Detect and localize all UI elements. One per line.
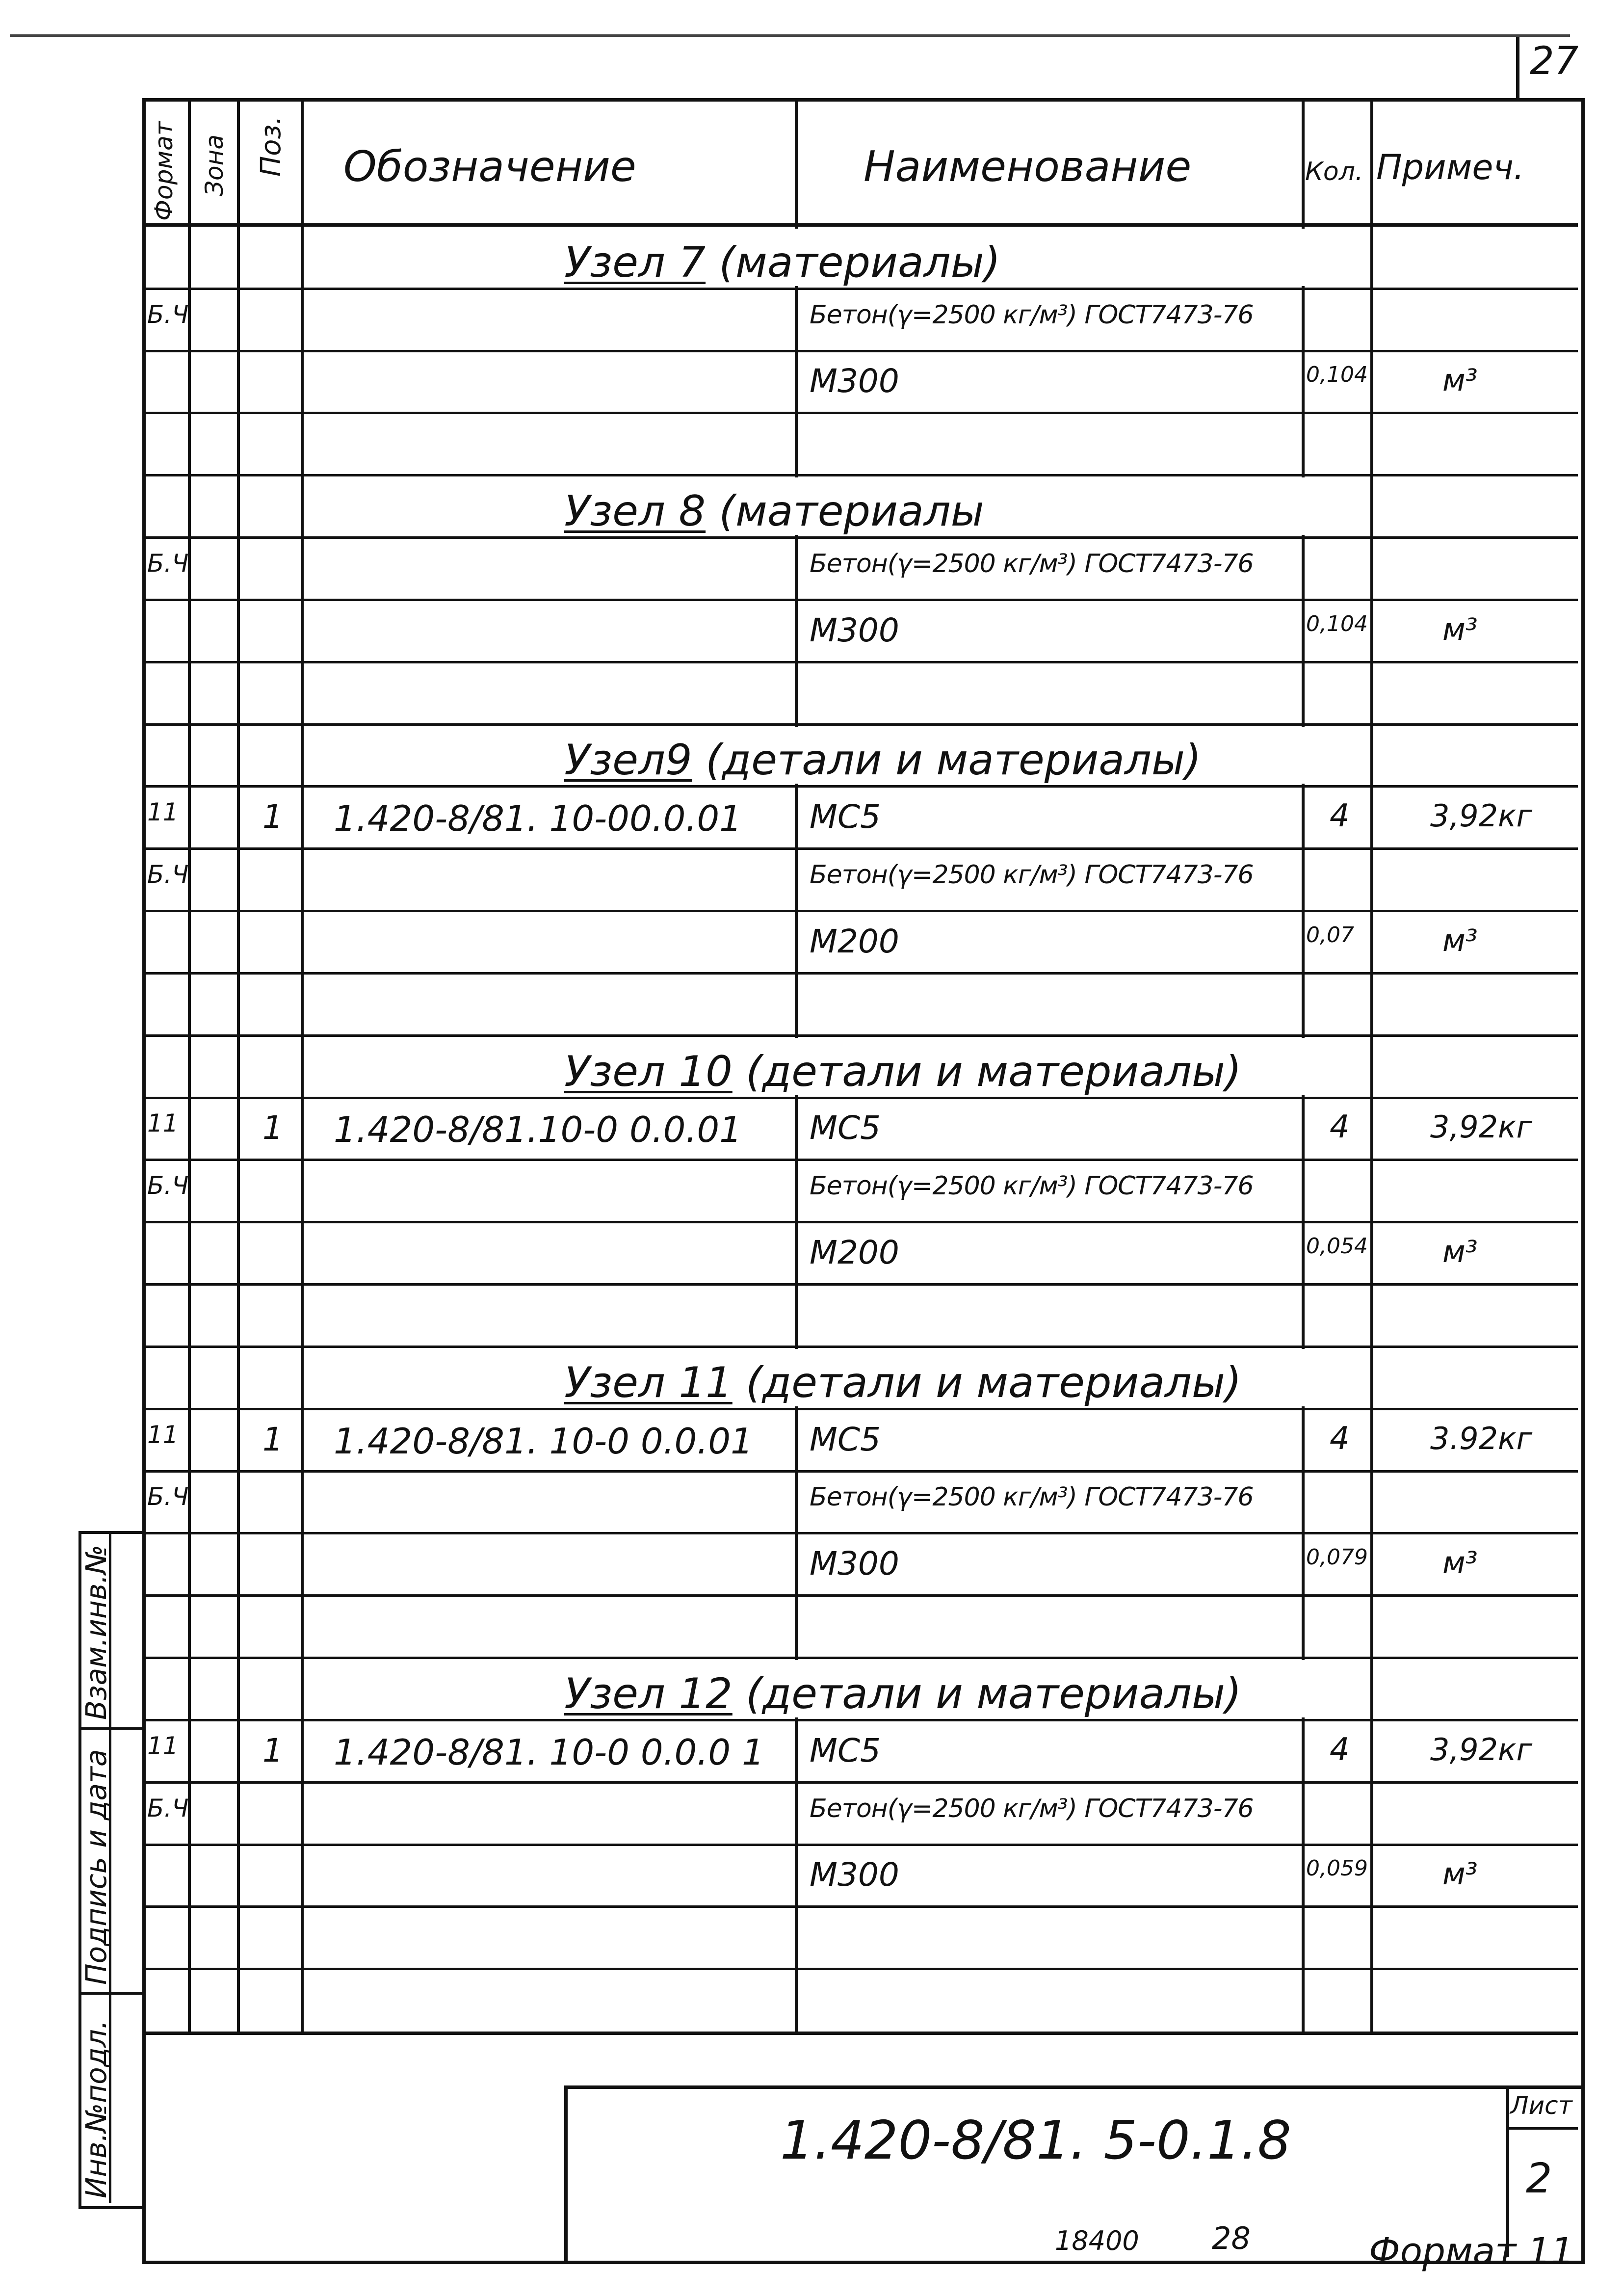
header-name: Наименование [864, 142, 1192, 191]
cell-designation: 1.420-8/81.10-0 0.0.01 [334, 1109, 742, 1151]
footer-page: 28 [1212, 2220, 1251, 2256]
cell-qty: 0,104 [1306, 362, 1368, 388]
section-header [564, 487, 984, 536]
row-line [142, 847, 1578, 850]
cell-qty: 0,07 [1306, 922, 1354, 948]
title-sheet-label: Лист [1510, 2091, 1572, 2120]
row-line [142, 1408, 1578, 1410]
cell-note: м³ [1442, 611, 1478, 647]
row-line [142, 1283, 1578, 1286]
cell-name: Бетон(γ=2500 кг/м³) ГОСТ7473-76 [810, 549, 1254, 579]
cell-name: МС5 [810, 1109, 881, 1147]
title-sheet-number: 2 [1526, 2154, 1552, 2202]
header-note: Примеч. [1376, 147, 1525, 187]
section-suffix: (материалы) [706, 238, 1001, 287]
col-line-2 [237, 98, 240, 2032]
header-qty: Кол. [1305, 157, 1363, 186]
row-line [142, 412, 1578, 414]
section-suffix: (детали и материалы) [692, 736, 1202, 785]
cell-name: М200 [810, 1234, 899, 1272]
cell-name: М300 [810, 1545, 899, 1583]
cell-qty: 0,079 [1306, 1545, 1368, 1570]
cell-qty: 0,104 [1306, 611, 1368, 636]
row-line [142, 661, 1578, 663]
page-number: 27 [1530, 39, 1579, 83]
cell-qty: 4 [1330, 1109, 1350, 1146]
section-suffix: (детали и материалы) [732, 1358, 1242, 1407]
section-suffix: (материалы [706, 487, 984, 536]
section-title: Узел 11 [564, 1358, 733, 1407]
section-suffix: (детали и материалы) [732, 1669, 1242, 1718]
cell-name: М300 [810, 1856, 899, 1894]
cell-designation: 1.420-8/81. 10-00.0.01 [334, 798, 742, 840]
cell-note: 3,92кг [1430, 798, 1533, 834]
cell-note: 3.92кг [1430, 1420, 1533, 1456]
side-inv-podl: Инв.№подл. [79, 2020, 113, 2198]
row-line [142, 1844, 1578, 1846]
cell-designation: 1.420-8/81. 10-0 0.0.01 [334, 1420, 753, 1462]
side-stamp-sep-2 [79, 1992, 142, 1995]
cell-name: Бетон(γ=2500 кг/м³) ГОСТ7473-76 [810, 300, 1254, 330]
cell-qty: 0,059 [1306, 1856, 1368, 1881]
row-line [142, 1221, 1578, 1223]
cell-note: м³ [1442, 1856, 1478, 1892]
cell-pos: 1 [262, 798, 283, 836]
row-line [142, 910, 1578, 912]
cell-format: Б.Ч [147, 1794, 189, 1822]
cell-note: м³ [1442, 362, 1478, 398]
section-header [564, 238, 1000, 287]
footer-format: Формат 11 [1369, 2230, 1574, 2272]
cell-format: 11 [147, 798, 179, 827]
header-bottom-line [142, 223, 1578, 227]
cell-pos: 1 [262, 1109, 283, 1147]
cell-note: м³ [1442, 922, 1478, 958]
cell-name: Бетон(γ=2500 кг/м³) ГОСТ7473-76 [810, 1171, 1254, 1201]
cell-qty: 4 [1330, 1731, 1350, 1768]
header-designation: Обозначение [343, 142, 636, 191]
row-line [142, 1034, 1578, 1037]
cell-name: М200 [810, 922, 899, 960]
side-podpis-data: Подпись и дата [79, 1749, 113, 1985]
cell-format: 11 [147, 1420, 179, 1449]
section-header [564, 1669, 1241, 1718]
row-line [142, 1594, 1578, 1597]
cell-name: М300 [810, 362, 899, 400]
row-line [142, 1905, 1578, 1908]
section-header [564, 1358, 1241, 1407]
cell-format: Б.Ч [147, 300, 189, 329]
section-header [564, 1047, 1241, 1096]
cell-format: Б.Ч [147, 860, 189, 889]
title-doc-code: 1.420-8/81. 5-0.1.8 [780, 2110, 1291, 2171]
row-line [142, 972, 1578, 975]
col-line-1 [188, 98, 191, 2032]
frame-top [10, 34, 1570, 37]
cell-qty: 0,054 [1306, 1234, 1368, 1259]
cell-format: Б.Ч [147, 1171, 189, 1200]
row-line [142, 723, 1578, 726]
row-line [142, 1470, 1578, 1473]
footer-order-no: 18400 [1055, 2225, 1139, 2256]
section-header [564, 736, 1201, 785]
cell-format: 11 [147, 1109, 179, 1138]
row-line [142, 1719, 1578, 1721]
title-sheet-sep [1506, 2127, 1578, 2130]
section-suffix: (детали и материалы) [732, 1047, 1242, 1096]
cell-name: МС5 [810, 1420, 881, 1458]
section-title: Узел 12 [564, 1669, 733, 1718]
cell-note: 3,92кг [1430, 1731, 1533, 1768]
section-title: Узел9 [564, 736, 692, 785]
side-stamp-sep-1 [79, 1727, 142, 1730]
row-line [142, 1097, 1578, 1099]
section-title: Узел 10 [564, 1047, 733, 1096]
title-block-top [142, 2032, 1578, 2035]
cell-note: 3,92кг [1430, 1109, 1533, 1145]
cell-name: Бетон(γ=2500 кг/м³) ГОСТ7473-76 [810, 1794, 1254, 1823]
cell-note: м³ [1442, 1545, 1478, 1581]
cell-name: МС5 [810, 798, 881, 836]
row-line [142, 1159, 1578, 1161]
cell-name: М300 [810, 611, 899, 649]
header-format: Формат [150, 121, 178, 221]
cell-designation: 1.420-8/81. 10-0 0.0.0 1 [334, 1731, 764, 1773]
col-line-6 [1370, 98, 1373, 2032]
row-line [142, 599, 1578, 601]
cell-pos: 1 [262, 1420, 283, 1458]
row-line [142, 536, 1578, 539]
cell-name: Бетон(γ=2500 кг/м³) ГОСТ7473-76 [810, 860, 1254, 890]
cell-note: м³ [1442, 1234, 1478, 1270]
header-pos: Поз. [255, 116, 287, 177]
cell-name: МС5 [810, 1731, 881, 1769]
cell-qty: 4 [1330, 798, 1350, 835]
cell-format: 11 [147, 1731, 179, 1760]
row-line [142, 474, 1578, 476]
cell-format: Б.Ч [147, 1482, 189, 1511]
row-line [142, 1346, 1578, 1348]
header-zone: Зона [200, 134, 229, 196]
cell-format: Б.Ч [147, 549, 189, 578]
section-title: Узел 8 [564, 487, 706, 536]
row-line [142, 350, 1578, 352]
row-line [142, 288, 1578, 290]
cell-name: Бетон(γ=2500 кг/м³) ГОСТ7473-76 [810, 1482, 1254, 1512]
cell-pos: 1 [262, 1731, 283, 1769]
side-vzam-inv: Взам.инв.№ [79, 1545, 113, 1720]
row-line [142, 1532, 1578, 1534]
row-line [142, 1781, 1578, 1784]
cell-qty: 4 [1330, 1420, 1350, 1457]
section-title: Узел 7 [564, 238, 706, 287]
row-line [142, 1657, 1578, 1659]
row-line [142, 1968, 1578, 1970]
row-line [142, 785, 1578, 788]
